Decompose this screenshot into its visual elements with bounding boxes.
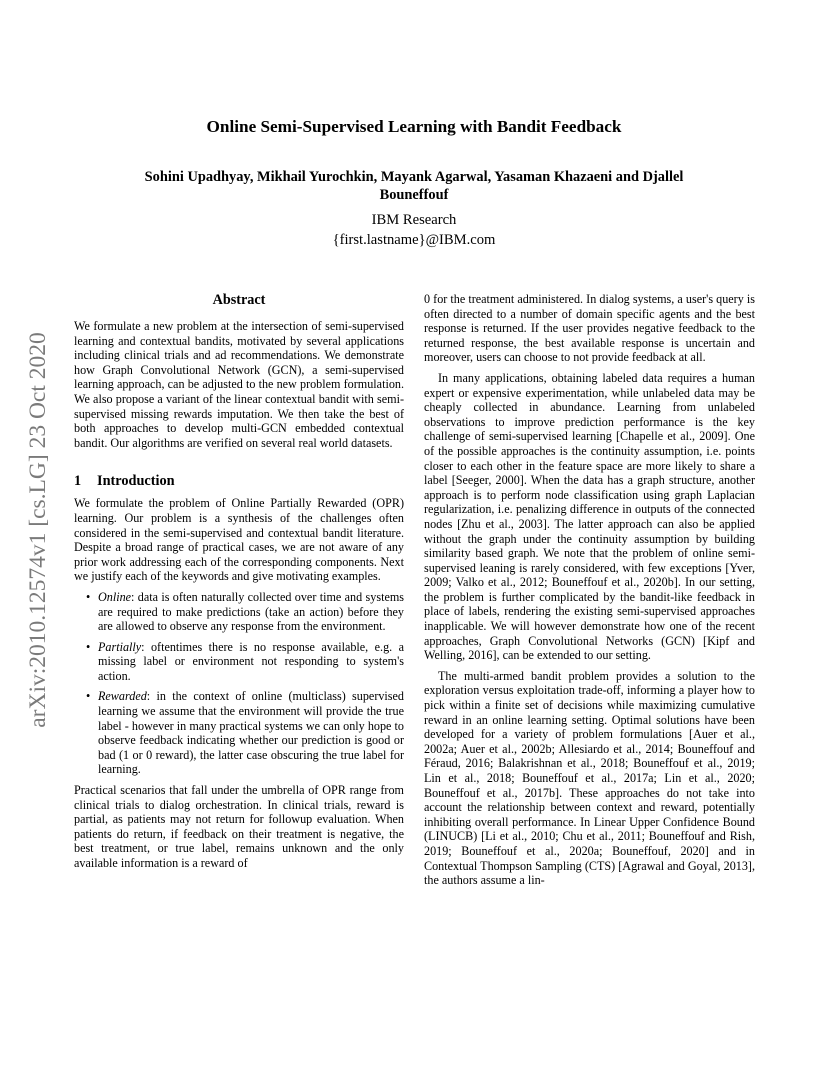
list-item [98,689,404,777]
authors-line-2: Bouneffouf [379,187,449,203]
keyword-term: Partially [98,639,142,654]
keyword-term: Rewarded [98,689,147,704]
keyword-description: : oftentimes there is no response available, e.g. a missing label or environment not responding to system's action. [98,639,404,683]
affiliation: IBM Research [371,212,457,228]
keyword-list [74,590,404,777]
keyword-term: Online [98,589,132,604]
section-title: Introduction [97,473,175,490]
section-heading-introduction [74,473,404,489]
intro-paragraph-1: We formulate the problem of Online Partially Rewarded (OPR) learning. Our problem is a synthesis of the challenges often considered in the semi-supervised and contextual bandit literature. Despite a broad range of practical cases, we are not aware of any prior work addressing each of the corresponding components. Next we justify each of the keywords and give motivating examples. [74,496,404,584]
section-number: 1 [74,473,82,490]
abstract-text: We formulate a new problem at the intersection of semi-supervised learning and contextual bandits, motivated by several applications including clinical trials and ad recommendations. We demonstrate how Graph Convolutional Network (GCN), a semi-supervised learning approach, can be adjusted to the new problem formulation. We also propose a variant of the linear contextual bandit with semi-supervised missing rewards imputation. We then take the best of both approaches to develop multi-GCN embedded contextual bandit. Our algorithms are verified on several real world datasets. [74,319,404,450]
abstract-heading: Abstract [212,292,266,308]
list-item [98,590,404,634]
intro-paragraph-2: Practical scenarios that fall under the umbrella of OPR range from clinical trials to dialog orchestration. In clinical trials, reward is partial, as patients may not return for followup evaluation. When patients do return, if feedback on their treatment is negative, the best treatment, or true label, remains unknown and the only available information is a reward of [74,783,404,870]
right-column [424,292,755,888]
body-paragraph-1: 0 for the treatment administered. In dialog systems, a user's query is often directed to a number of domain specific agents and the best response is returned. If the user provides negative feedback to the returned response, the best available response is uncertain and moreover, users can choose to not provide feedback at all. [424,292,755,365]
contact-email: {first.lastname}@IBM.com [332,232,496,248]
keyword-description: : data is often naturally collected over time and systems are required to make predictions (take an action) before they are allowed to observe any response from the environment. [98,589,404,634]
authors-line-1: Sohini Upadhyay, Mikhail Yurochkin, Mayank Agarwal, Yasaman Khazaeni and Djallel [144,169,684,185]
left-column [74,292,404,871]
body-paragraph-3: The multi-armed bandit problem provides a solution to the exploration versus exploitation trade-off, informing a player how to pick within a finite set of decisions while maximizing cumulative reward in an online learning setting. Optimal solutions have been developed for a variety of problem formulations [Auer et al., 2002a; Auer et al., 2002b; Allesiardo et al., 2014; Bouneffouf and Féraud, 2016; Balakrishnan et al., 2018; Bouneffouf et al., 2019; Lin et al., 2018; Bouneffouf et al., 2017a; Lin et al., 2020; Bouneffouf et al., 2017b]. These approaches do not take into account the relationship between context and reward, potentially inhibiting overall performance. In Linear Upper Confidence Bound (LINUCB) [Li et al., 2010; Chu et al., 2011; Bouneffouf and Rish, 2019; Bouneffouf et al., 2020a; Bouneffouf, 2020] and in Contextual Thompson Sampling (CTS) [Agrawal and Goyal, 2013], the authors assume a lin- [424,668,755,888]
body-paragraph-2: In many applications, obtaining labeled data requires a human expert or expensive experimentation, while unlabeled data may be cheaply collected in abundance. Learning from unlabeled observations to improve prediction performance is the key challenge of semi-supervised learning [Chapelle et al., 2009]. One of the possible approaches is the continuity assumption, i.e. points closer to each other in the feature space are more likely to share a label [Seeger, 2000]. When the data has a graph structure, another approach is to perform node classification using graph Laplacian regularization, i.e. penalizing difference in outputs of the connected nodes [Zhu et al., 2003]. The latter approach can also be applied without the graph under the continuity assumption by building similarity based graph. We note that the problem of online semi-supervised leaning is rarely considered, with few exceptions [Yver, 2009; Valko et al., 2012; Bouneffouf et al., 2020b]. In our setting, the problem is further complicated by the bandit-like feedback in place of labels, rendering the existing semi-supervised approaches inapplicable. We will however demonstrate how one of the recent approaches, Graph Convolutional Networks (GCN) [Kipf and Welling, 2016], can be extended to our setting. [424,370,755,663]
paper-title: Online Semi-Supervised Learning with Bandit Feedback [206,117,622,136]
list-item [98,640,404,684]
keyword-description: : in the context of online (multiclass) supervised learning we assume that the environment will provide the true label - however in many practical systems we can only hope to observe feedback indicating whether our prediction is good or bad (1 or 0 reward), the latter case obscuring the true label for learning. [98,689,404,777]
author-list [100,168,728,204]
affiliation-block [0,210,828,250]
arxiv-identifier: arXiv:2010.12574v1 [cs.LG] 23 Oct 2020 [25,332,51,728]
